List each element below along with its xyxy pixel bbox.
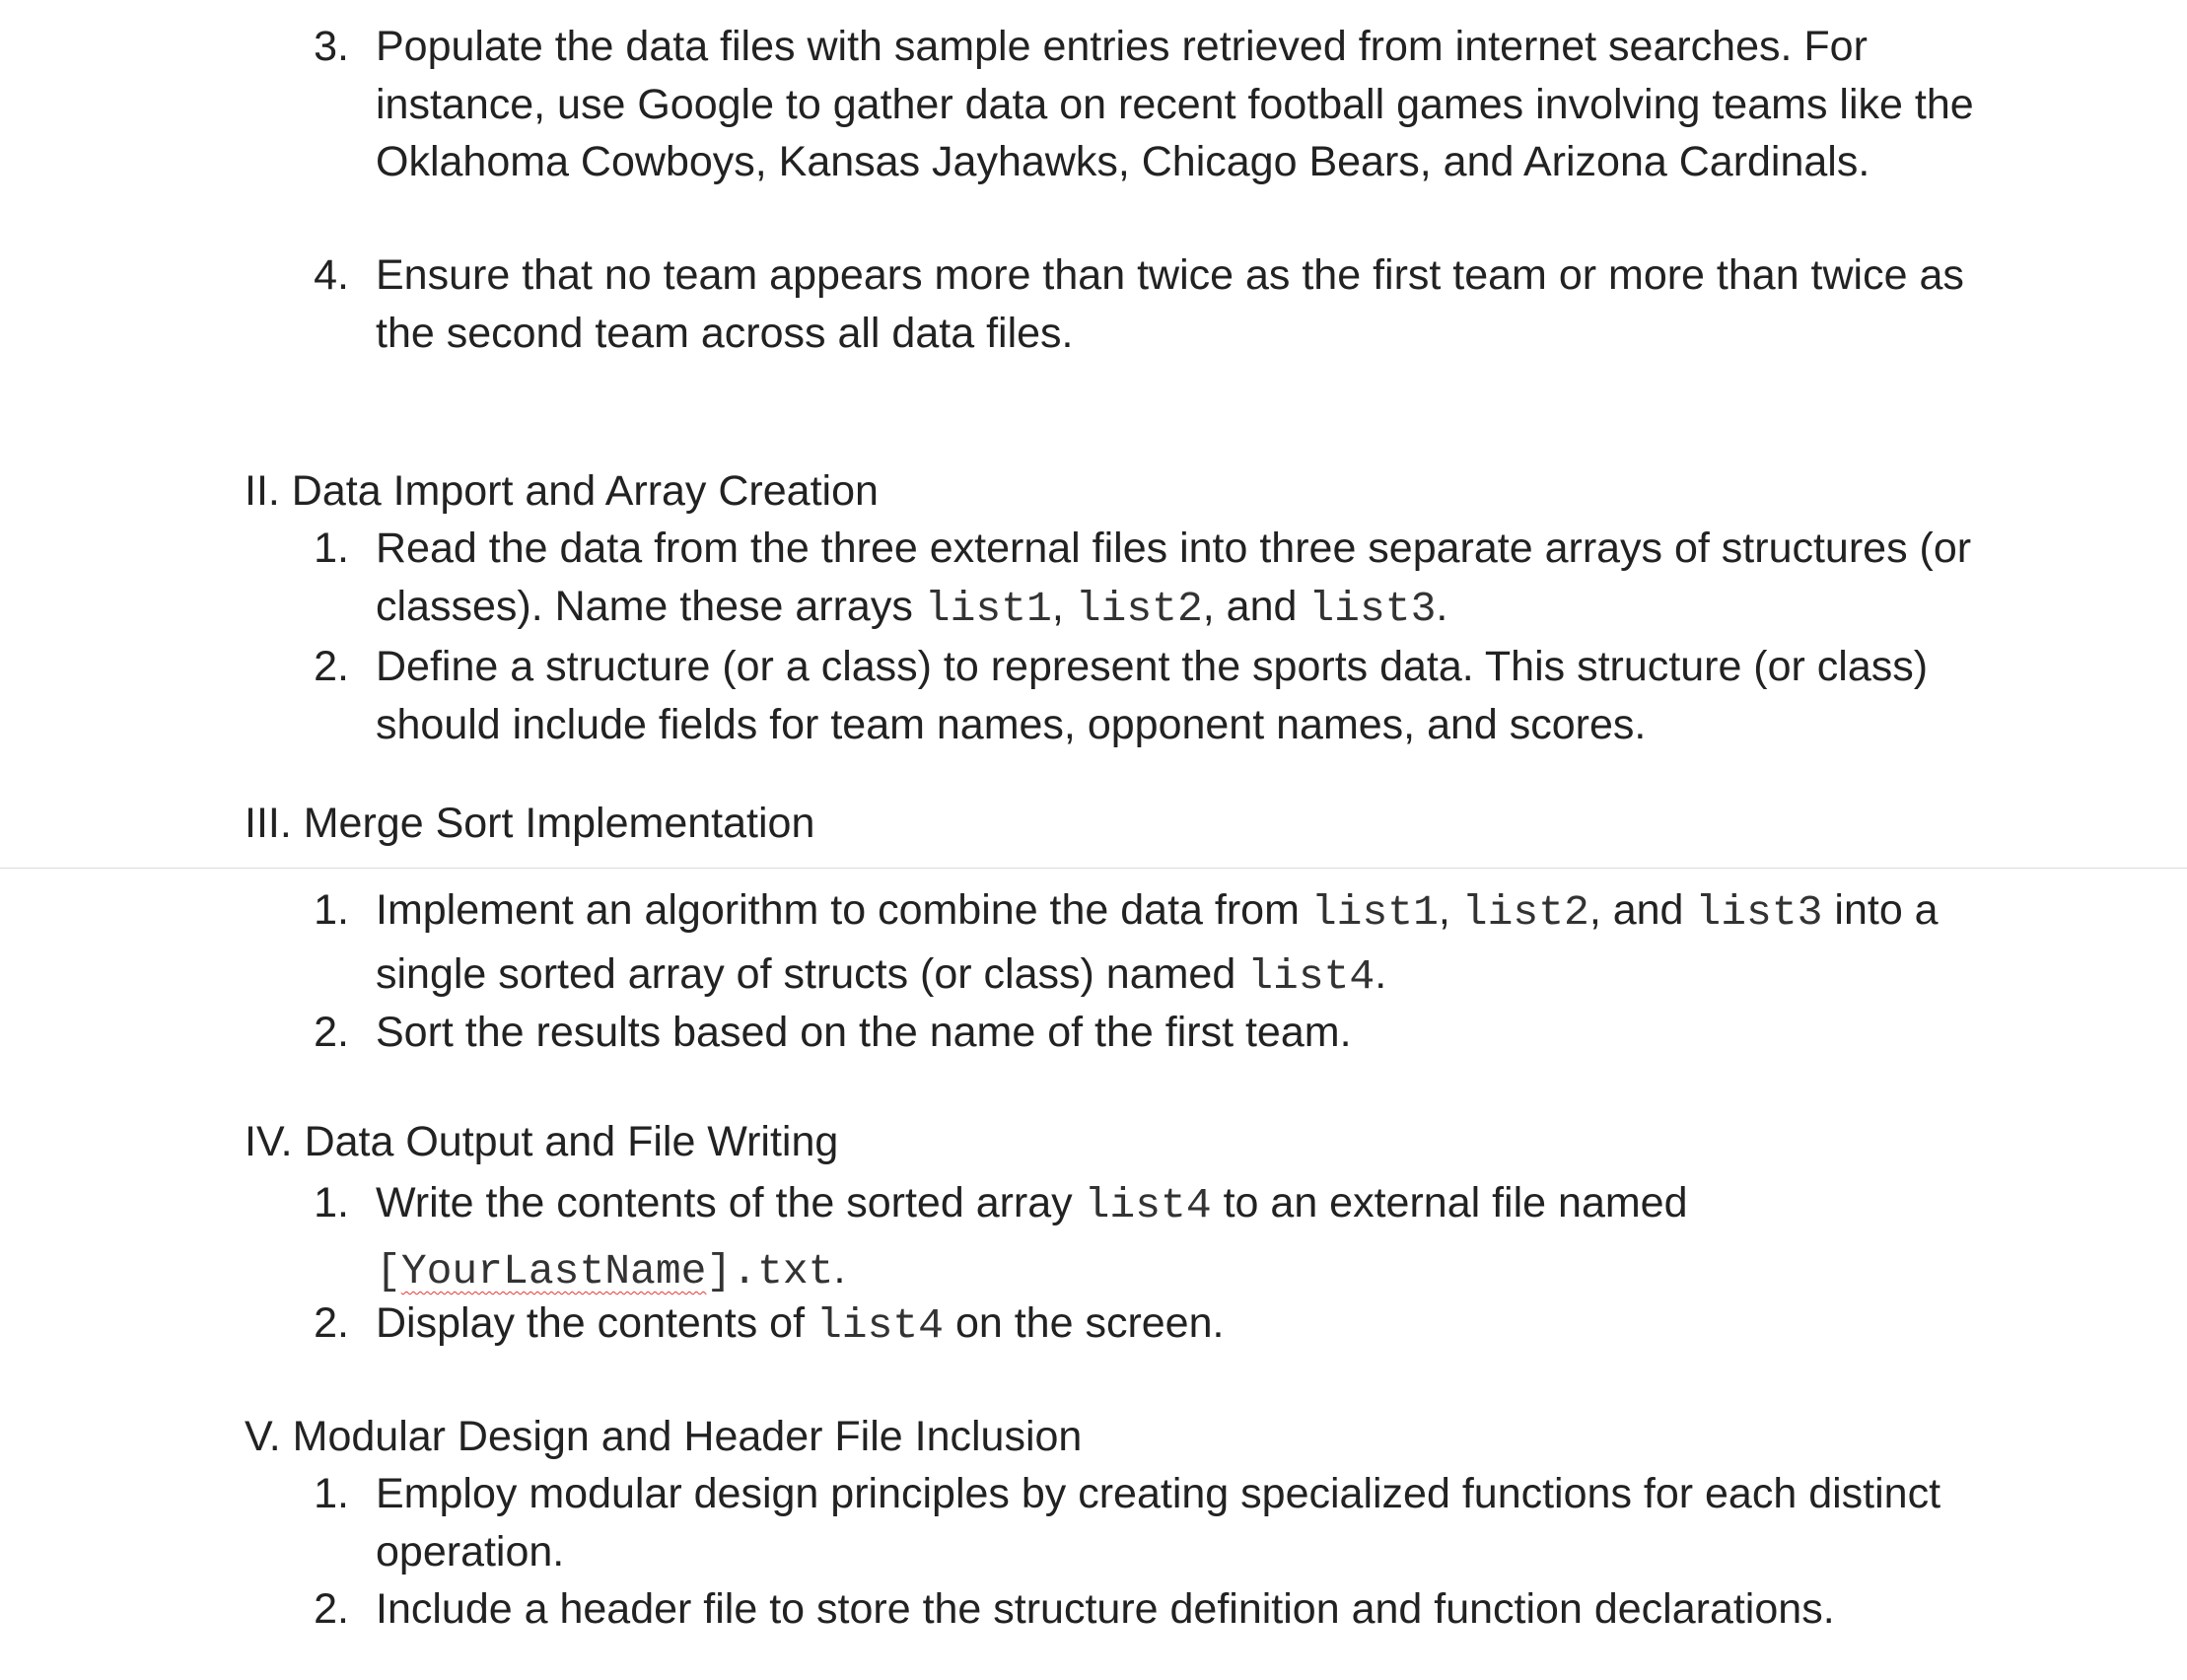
list-item-text: Employ modular design principles by creating specialized functions for each distinct operation. [376, 1470, 1941, 1575]
section-heading-modular-design: V. Modular Design and Header File Inclusion [245, 1413, 1083, 1460]
list-item-text: Read the data from the three external files into three separate arrays of structures (or classes). Name these arrays list1, list2, and list3. [376, 525, 1972, 633]
list-item-text: Ensure that no team appears more than twice as the first team or more than twice as the second team across all data files. [376, 251, 1964, 357]
list-item [306, 246, 1982, 362]
list-item-text: Write the contents of the sorted array list4 to an external file named [YourLastName].txt. [376, 1179, 1688, 1295]
list-item [306, 879, 1982, 1008]
list-number: 4. [314, 251, 349, 299]
code-filename: [YourLastName].txt [376, 1247, 834, 1295]
code-list2: list2 [1461, 888, 1589, 937]
list-number: 2. [314, 643, 349, 690]
list-number: 1. [314, 1470, 349, 1517]
list-number: 2. [314, 1009, 349, 1056]
section-heading-merge-sort: III. Merge Sort Implementation [245, 800, 815, 847]
list-number: 1. [314, 1179, 349, 1226]
list-item [306, 1580, 1982, 1639]
code-list4: list4 [1247, 952, 1376, 1001]
section-heading-data-output: IV. Data Output and File Writing [245, 1118, 839, 1165]
list-item [306, 1171, 1982, 1303]
code-list3: list3 [1308, 584, 1437, 633]
code-list2: list2 [1075, 584, 1203, 633]
list-item-text: Implement an algorithm to combine the data from list1, list2, and list3 into a single sorted array of structs (or class) named list4. [376, 886, 1939, 1001]
list-item-text: Populate the data files with sample entries retrieved from internet searches. For instance, use Google to gather data on recent football games involving teams like the Oklahoma Cowboys, Kansas Jayhawks, Chicago Bears, and Arizona Cardinals. [376, 23, 1974, 185]
list-item-text: Include a header file to store the structure definition and function declarations. [376, 1585, 1835, 1633]
list-item [306, 638, 1982, 753]
list-number: 1. [314, 525, 349, 572]
list-item [306, 1004, 1982, 1062]
list-item-text: Display the contents of list4 on the screen. [376, 1299, 1225, 1350]
list-item-text: Define a structure (or a class) to represent the sports data. This structure (or class) should include fields for team names, opponent names, and scores. [376, 643, 1929, 748]
list-item [306, 1295, 1982, 1356]
code-list1: list1 [1310, 888, 1439, 937]
list-number: 3. [314, 23, 349, 70]
page-break-divider [0, 868, 2187, 869]
list-item [306, 520, 1982, 638]
list-item [306, 1465, 1982, 1580]
section-heading-data-import: II. Data Import and Array Creation [245, 467, 879, 515]
list-item-text: Sort the results based on the name of the first team. [376, 1009, 1352, 1056]
code-list4: list4 [1084, 1181, 1212, 1229]
list-number: 2. [314, 1585, 349, 1633]
code-list3: list3 [1695, 888, 1823, 937]
list-number: 2. [314, 1299, 349, 1347]
list-item [306, 18, 1982, 191]
code-list1: list1 [924, 584, 1052, 633]
list-number: 1. [314, 886, 349, 934]
code-list4: list4 [815, 1301, 944, 1350]
spellcheck-underline: YourLastName [400, 1247, 707, 1295]
